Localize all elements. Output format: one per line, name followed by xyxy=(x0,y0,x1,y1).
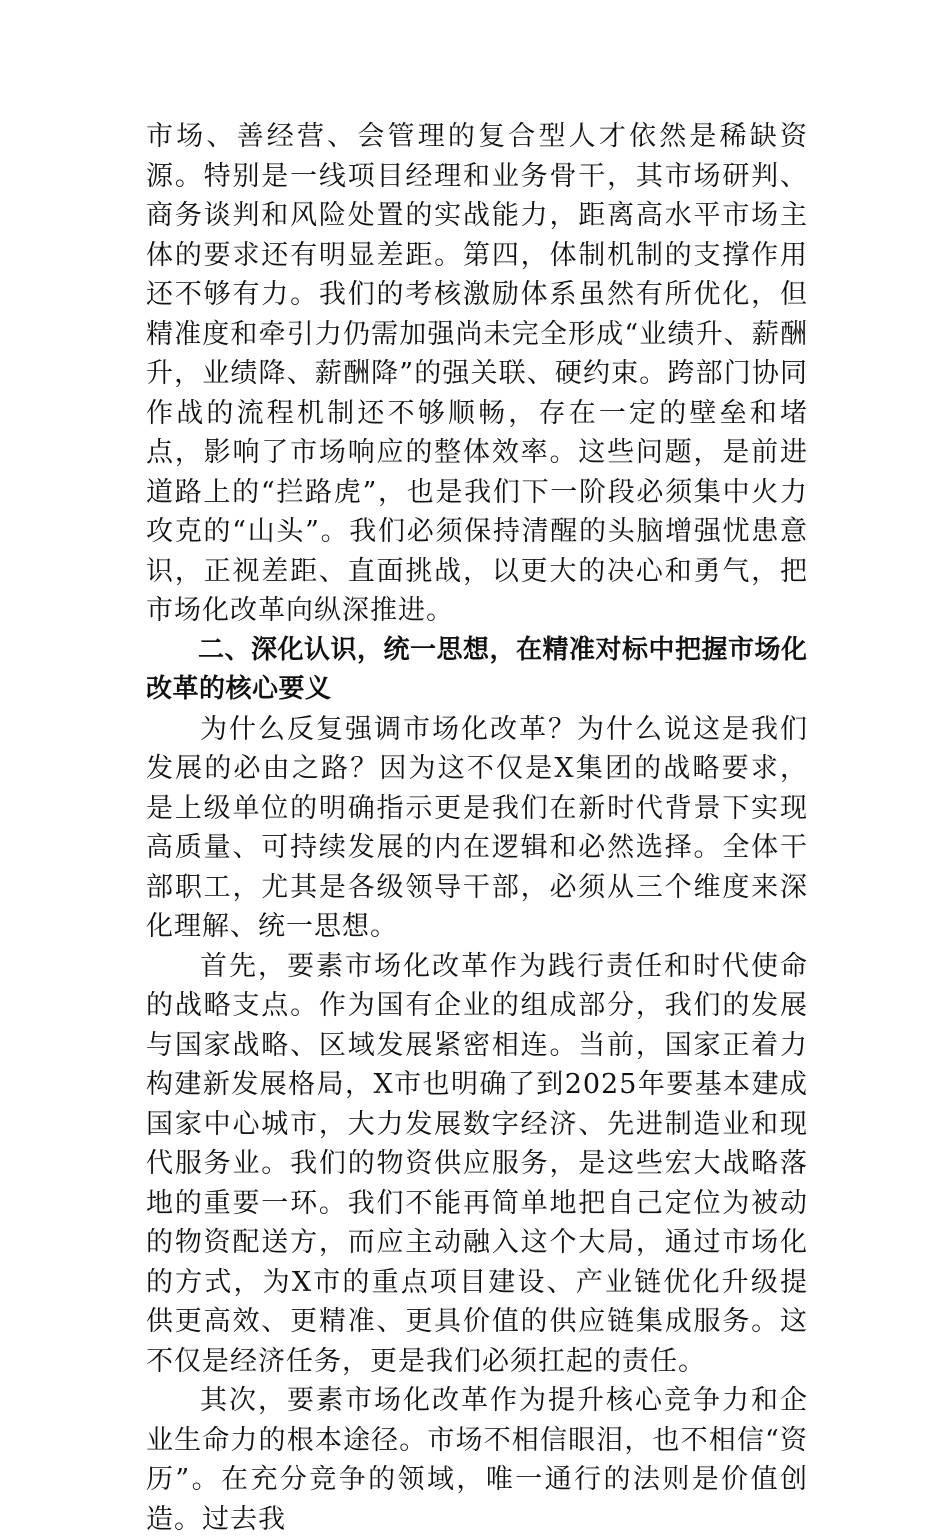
document-body xyxy=(146,117,808,1539)
paragraph-continuation: 市场、善经营、会管理的复合型人才依然是稀缺资源。特别是一线项目经理和业务骨干，其市场研判、商务谈判和风险处置的实战能力，距离高水平市场主体的要求还有明显差距。第四，体制机制的支撑作用还不够有力。我们的考核激励体系虽然有所优化，但精准度和牵引力仍需加强尚未完全形成“业绩升、薪酬升，业绩降、薪酬降”的强关联、硬约束。跨部门协同作战的流程机制还不够顺畅，存在一定的壁垒和堵点，影响了市场响应的整体效率。这些问题，是前进道路上的“拦路虎”，也是我们下一阶段必须集中火力攻克的“山头”。我们必须保持清醒的头脑增强忧患意识，正视差距、直面挑战，以更大的决心和勇气，把市场化改革向纵深推进。 xyxy=(146,121,808,626)
paragraph-second-point: 其次，要素市场化改革作为提升核心竞争力和企业生命力的根本途径。市场不相信眼泪，也不相信“资历”。在充分竞争的领域，唯一通行的法则是价值创造。过去我 xyxy=(146,1385,808,1535)
section-heading: 二、深化认识，统一思想，在精准对标中把握市场化改革的核心要义 xyxy=(146,634,808,704)
paragraph-first-point: 首先，要素市场化改革作为践行责任和时代使命的战略支点。作为国有企业的组成部分，我们的发展与国家战略、区域发展紧密相连。当前，国家正着力构建新发展格局，X市也明确了到2025年要基本建成国家中心城市，大力发展数字经济、先进制造业和现代服务业。我们的物资供应服务，是这些宏大战略落地的重要一环。我们不能再简单地把自己定位为被动的物资配送方，而应主动融入这个大局，通过市场化的方式，为X市的重点项目建设、产业链优化升级提供更高效、更精准、更具价值的供应链集成服务。这不仅是经济任务，更是我们必须扛起的责任。 xyxy=(146,950,808,1377)
paragraph-why-reform: 为什么反复强调市场化改革？为什么说这是我们发展的必由之路？因为这不仅是X集团的战略要求，是上级单位的明确指示更是我们在新时代背景下实现高质量、可持续发展的内在逻辑和必然选择。全体干部职工，尤其是各级领导干部，必须从三个维度来深化理解、统一思想。 xyxy=(146,713,808,942)
